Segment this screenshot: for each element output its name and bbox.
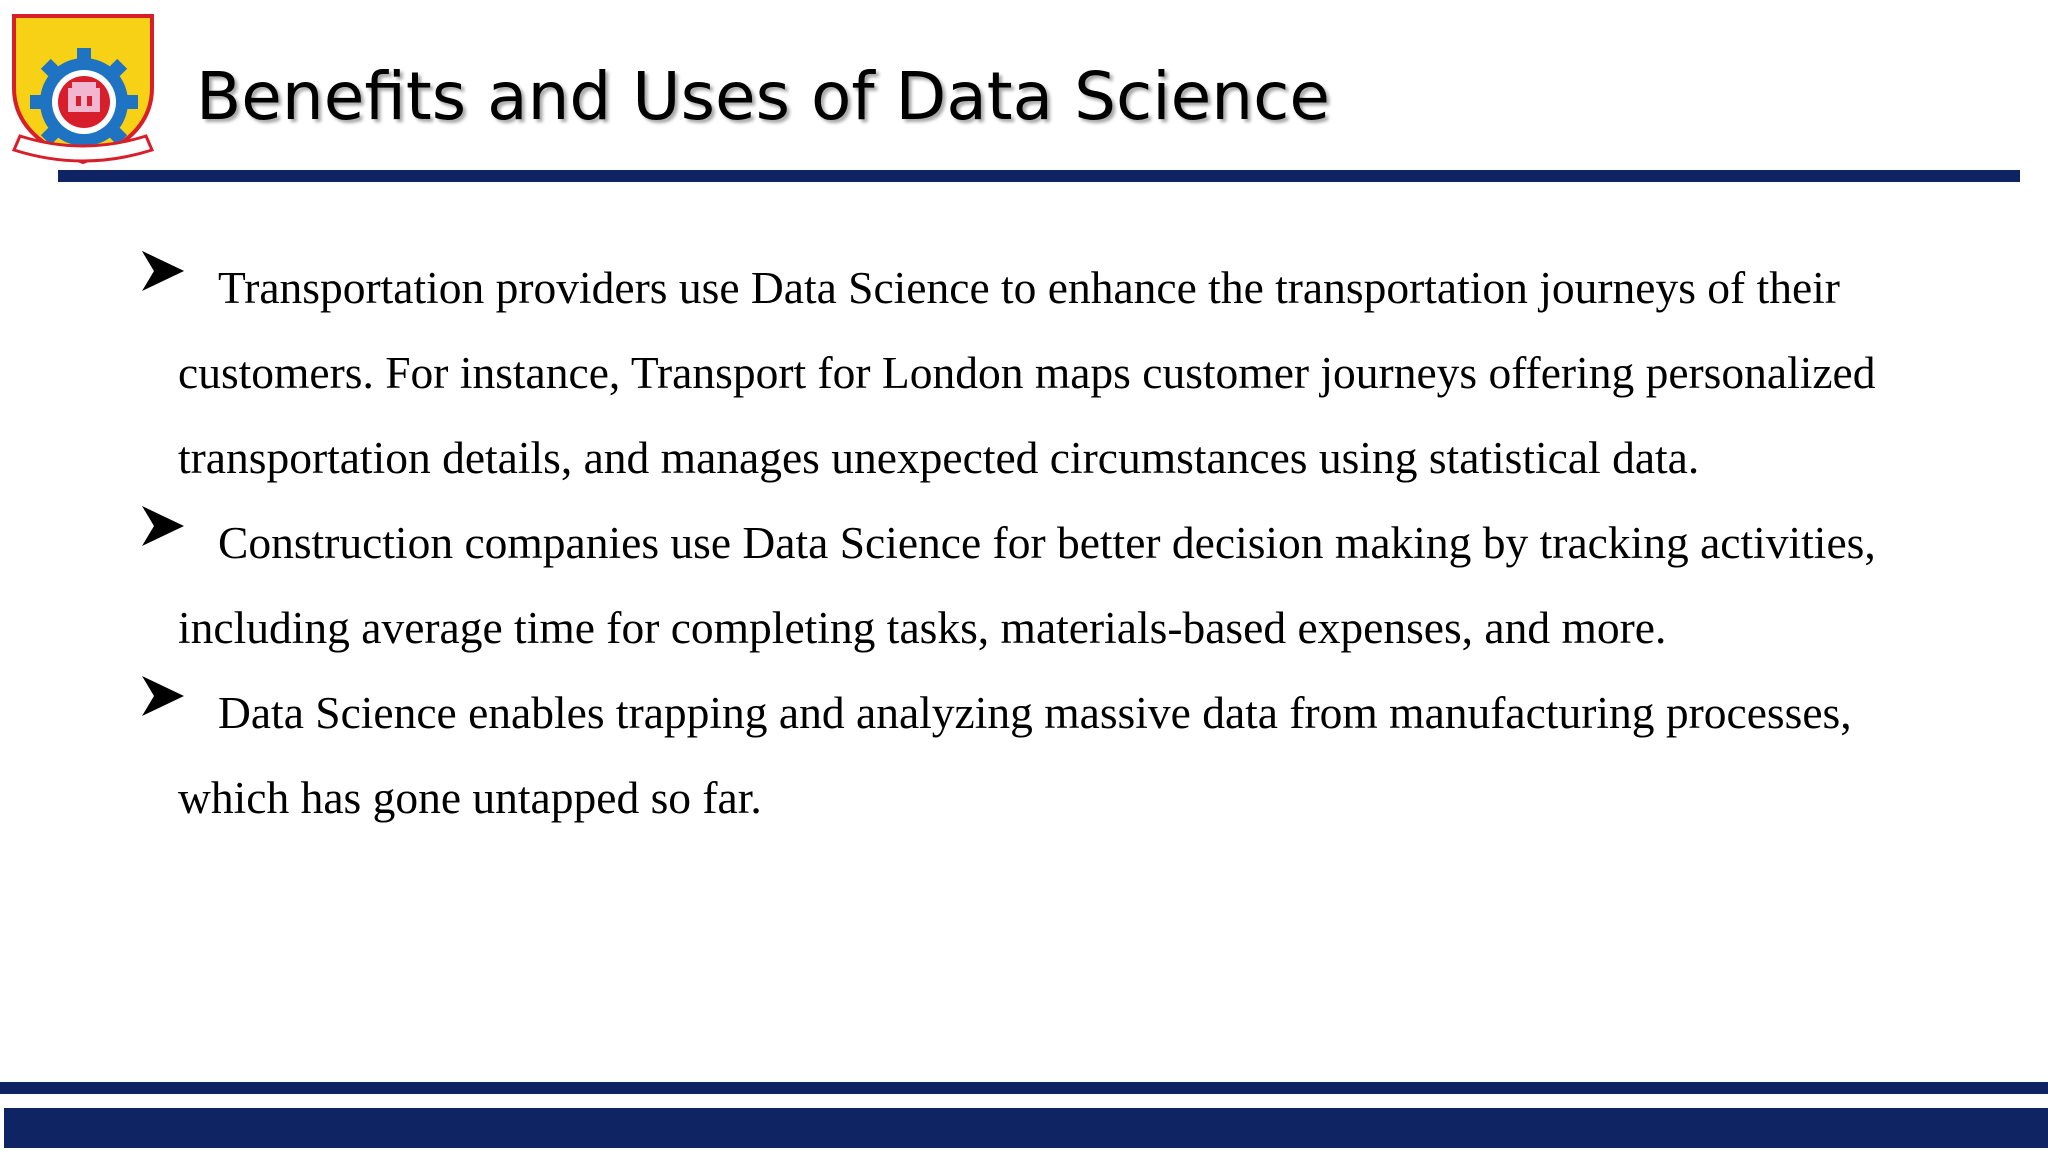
bullet-item [140, 245, 1910, 500]
college-seal-icon [2, 10, 164, 168]
bullet-text: Data Science enables trapping and analyzing massive data from manufacturing processes, which has gone untapped so far. [178, 687, 1852, 823]
bullet-item [140, 500, 1910, 670]
college-logo [2, 10, 164, 168]
bullet-text: Construction companies use Data Science for better decision making by tracking activities, including average time for completing tasks, materials-based expenses, and more. [178, 517, 1876, 653]
arrowhead-bullet-icon [140, 504, 186, 548]
bullet-list [140, 245, 1910, 840]
arrowhead-bullet-icon [140, 249, 186, 293]
footer-thick-bar [4, 1108, 2048, 1148]
bullet-text: Transportation providers use Data Science to enhance the transportation journeys of their customers. For instance, Transport for London maps customer journeys offering personalized transportation details, and manages unexpected circumstances using statistical data. [178, 262, 1876, 483]
footer-thin-bar [0, 1082, 2048, 1094]
slide-title: Benefits and Uses of Data Science [196, 58, 1330, 135]
bullet-item [140, 670, 1910, 840]
arrowhead-bullet-icon [140, 674, 186, 718]
title-divider [58, 170, 2020, 182]
